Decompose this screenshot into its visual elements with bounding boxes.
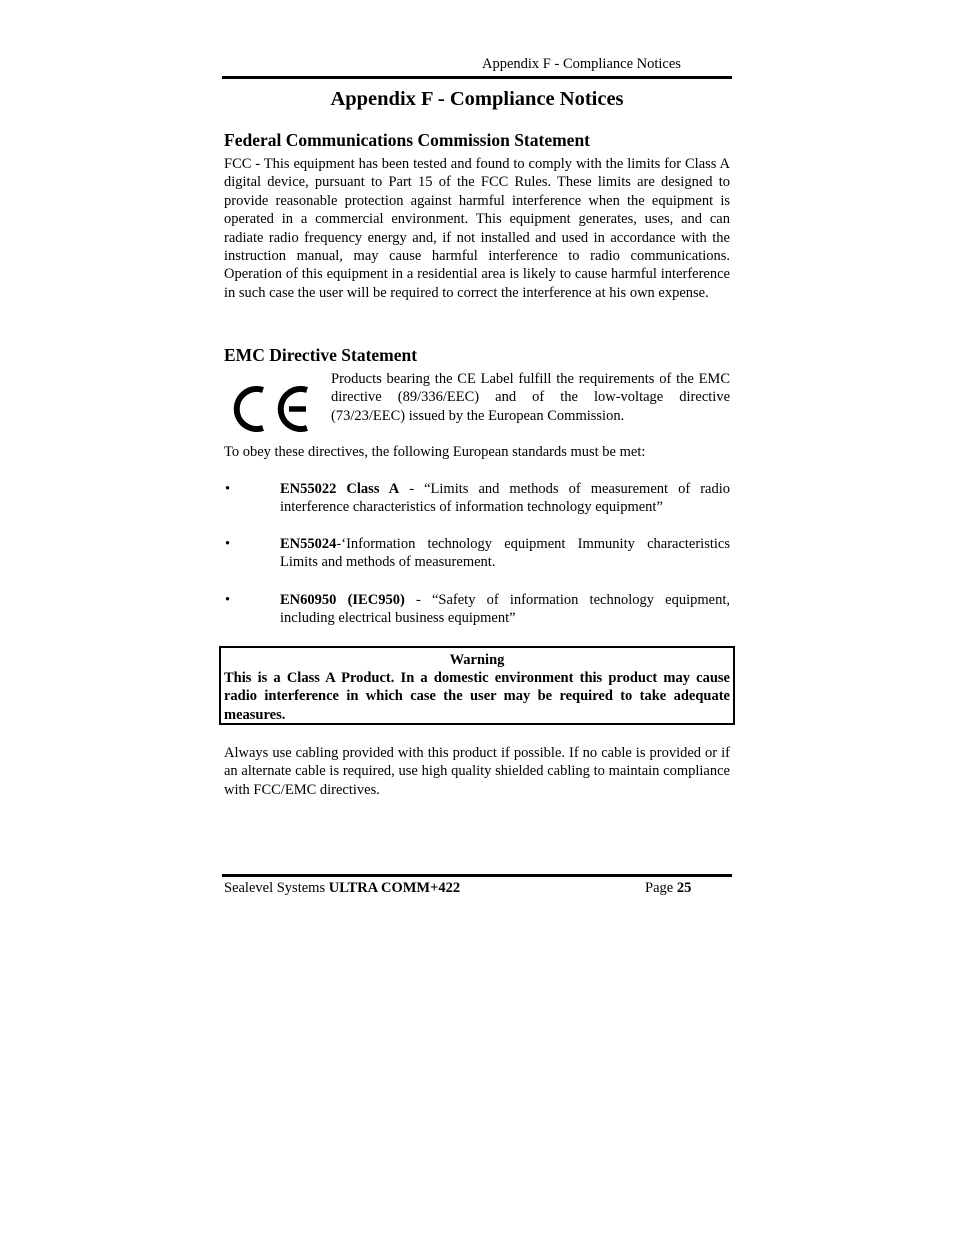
ce-mark-logo [230,383,312,435]
ce-label-paragraph: Products bearing the CE Label fulfill the requirements of the EMC directive (89/336/EEC) and of the low-voltage directive (73/23/EEC) issued by the European Commission. [331,371,730,424]
footer-product-name: ULTRA COMM+422 [328,880,461,896]
bullet-marker: • [225,536,231,552]
standard-code: EN55024 [280,536,337,552]
list-item-en60950 [280,591,730,628]
standard-description: -‘Information technology equipment Immunity characteristics Limits and methods of measurement. [280,536,730,571]
warning-title: Warning [449,652,505,668]
page-title: Appendix F - Compliance Notices [330,88,624,110]
footer-product [224,880,460,897]
fcc-paragraph: FCC - This equipment has been tested and found to comply with the limits for Class A digital device, pursuant to Part 15 of the FCC Rules. These limits are designed to provide reasonable protection against harmful interference when the equipment is operated in a commercial environment. This equipment generates, uses, and can radiate radio frequency energy and, if not installed and used in accordance with the instruction manual, may cause harmful interference to radio communications. Operation of this equipment in a residential area is likely to cause harmful interference in such case the user will be required to correct the interference at his own expense. [224,156,730,301]
bullet-marker: • [225,481,231,497]
page-label: Page [645,880,677,896]
footer-rule [222,874,732,877]
page-number: 25 [676,880,692,896]
standard-code: EN55022 Class A [280,481,400,497]
header-rule [222,76,732,79]
running-header: Appendix F - Compliance Notices [482,56,681,72]
footer-page [645,880,691,897]
emc-heading: EMC Directive Statement [224,345,418,365]
list-item-en55024 [280,535,730,572]
standards-intro: To obey these directives, the following European standards must be met: [224,444,646,460]
standard-description: - “Safety of information technology equipment, including electrical business equipment” [280,592,730,627]
fcc-heading: Federal Communications Commission Statement [224,130,591,150]
warning-text: This is a Class A Product. In a domestic environment this product may cause radio interference in which case the user may be required to take adequate measures. [224,670,730,723]
footer-company: Sealevel Systems [224,880,329,896]
bullet-marker: • [225,592,231,608]
list-item-en55022 [280,480,730,517]
cabling-paragraph: Always use cabling provided with this product if possible. If no cable is provided or if an alternate cable is required, use high quality shielded cabling to maintain compliance with FCC/EMC directives. [224,745,730,798]
standard-description: - “Limits and methods of measurement of radio interference characteristics of information technology equipment” [280,481,730,516]
standard-code: EN60950 (IEC950) [280,592,405,608]
